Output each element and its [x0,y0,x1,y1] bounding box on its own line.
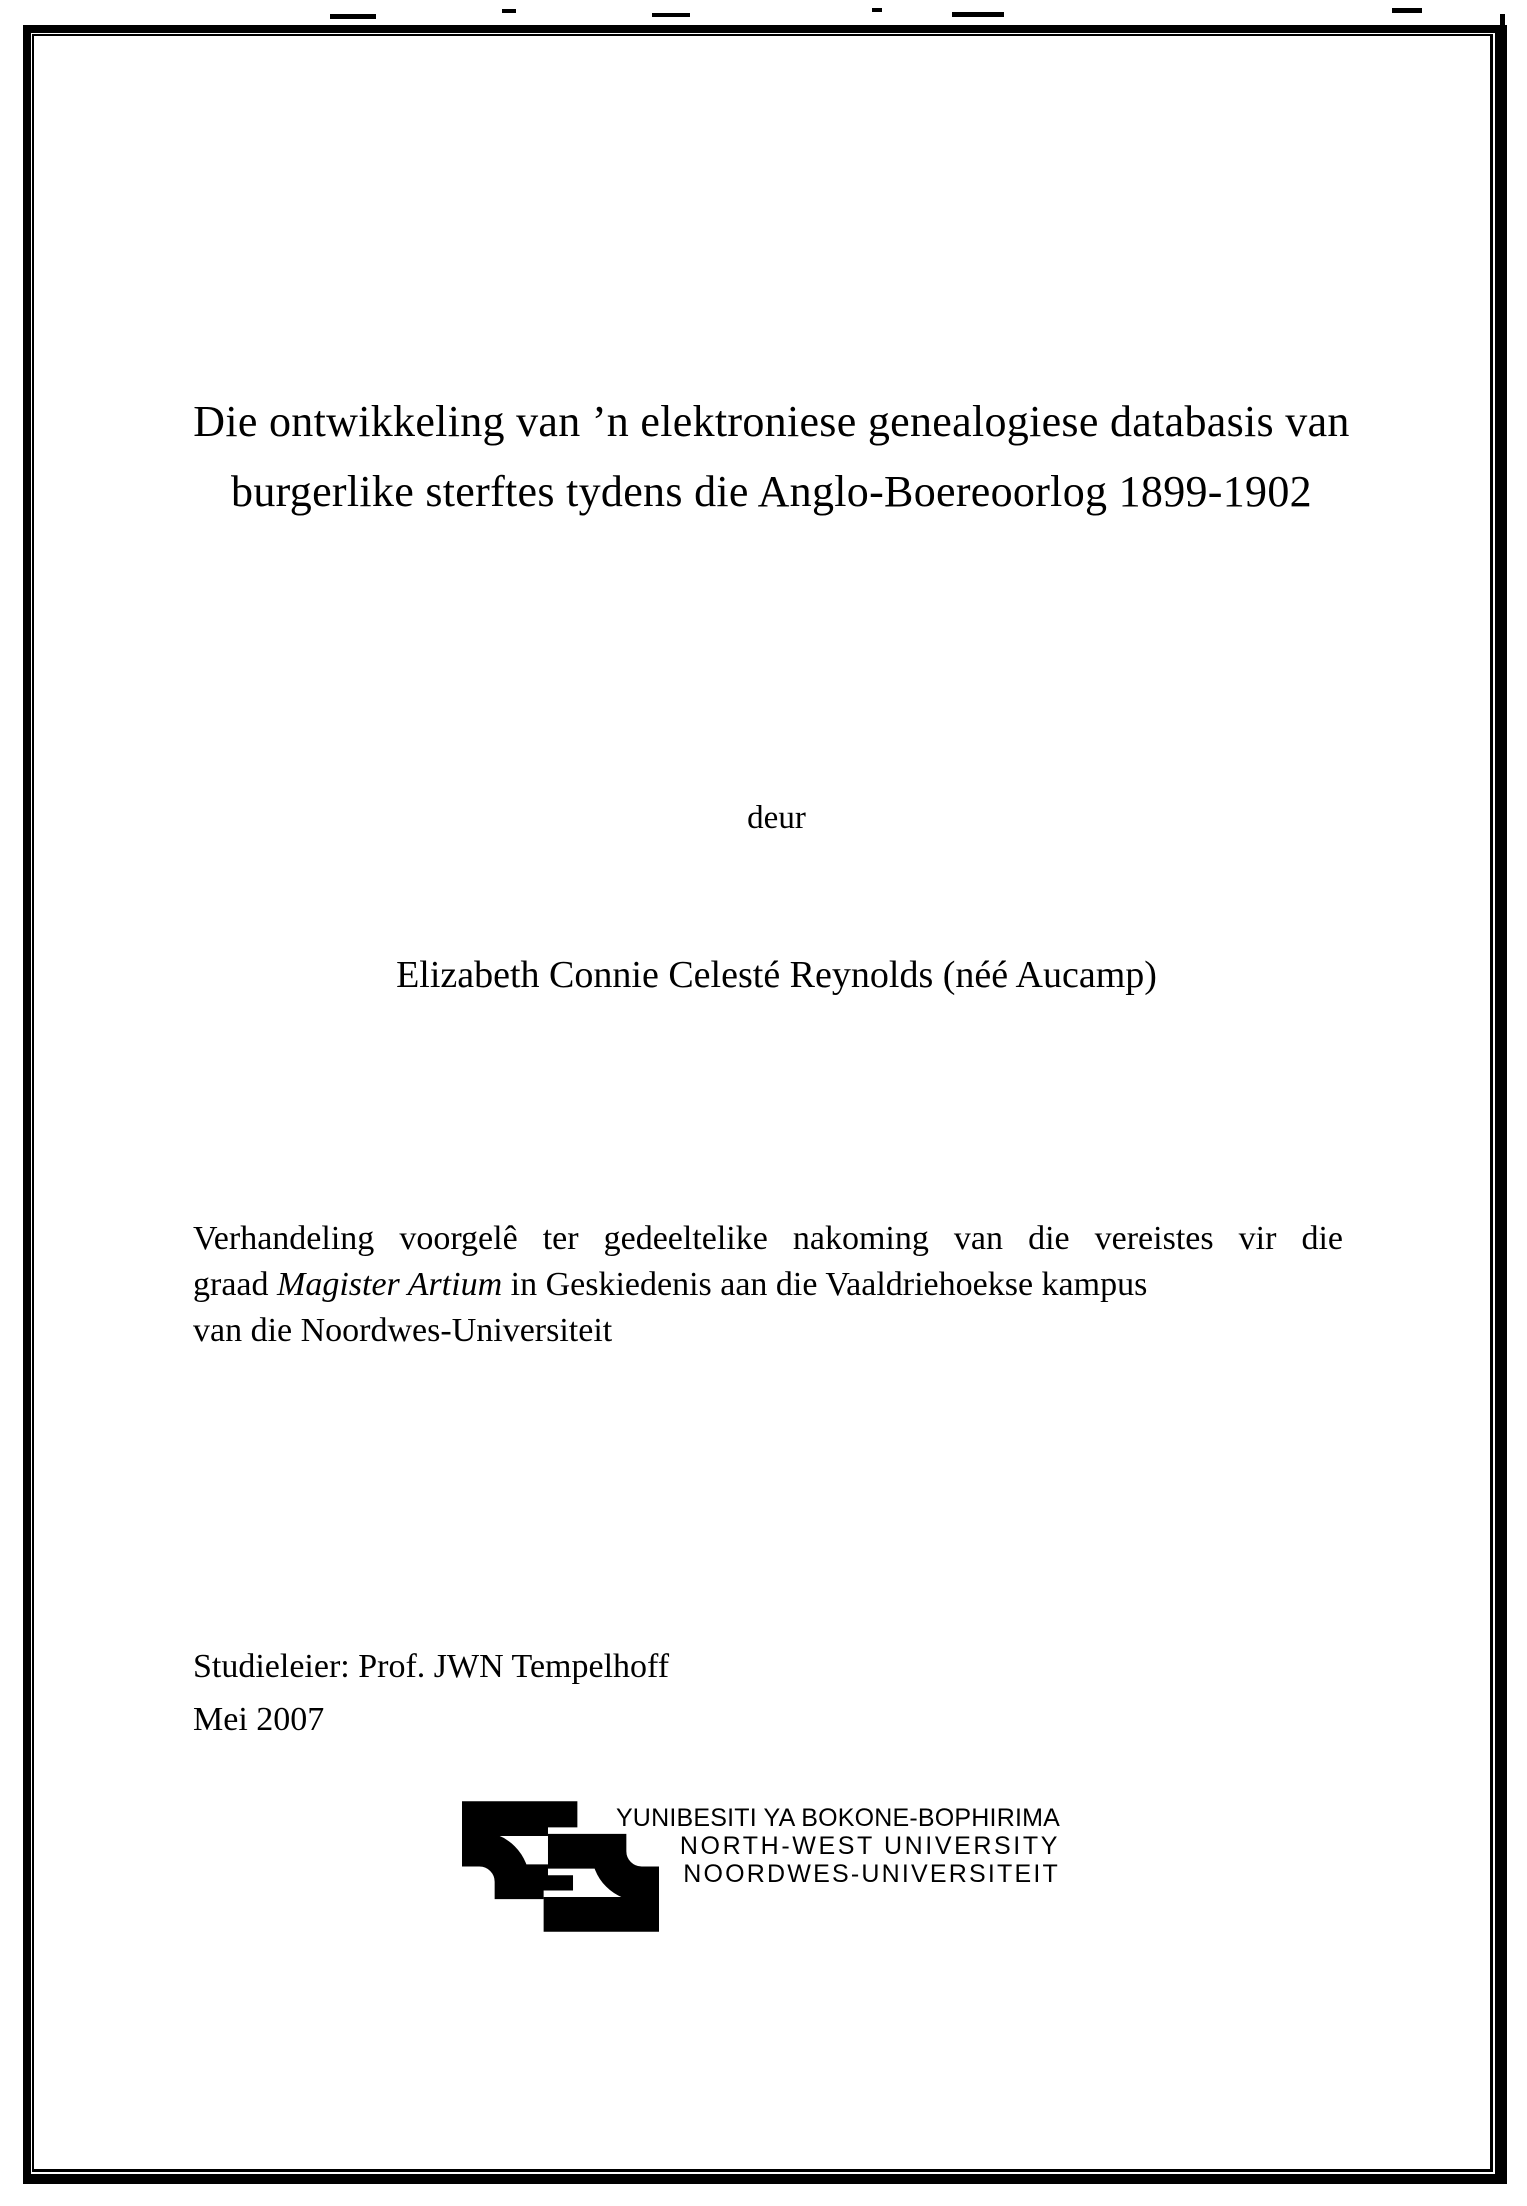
degree-title-italic: Magister Artium [277,1266,503,1303]
byline: deur [747,800,806,836]
logo-text-english: NORTH-WEST UNIVERSITY [679,1832,1060,1860]
supervisor-block [193,1644,669,1743]
degree-line-2-suffix: in Geskiedenis aan die Vaaldriehoekse kampus [502,1266,1148,1303]
degree-line-2-prefix: graad [193,1266,278,1303]
degree-statement [193,1216,1343,1354]
scan-artifact [330,14,376,19]
date-line: Mei 2007 [193,1701,325,1738]
logo-text-setswana: YUNIBESITI YA BOKONE-BOPHIRIMA [615,1804,1060,1832]
thesis-title-line-2: burgerlike sterftes tydens die Anglo-Boereoorlog 1899-1902 [231,467,1312,516]
degree-statement-line-1: Verhandeling voorgelê ter gedeeltelike nakoming van die vereistes vir die [193,1220,1343,1257]
university-logo-text [580,1804,1060,1888]
scan-artifact [502,9,516,13]
thesis-title [31,387,1512,527]
scan-artifact [1392,8,1422,13]
author-name: Elizabeth Connie Celesté Reynolds (néé Aucamp) [396,954,1157,996]
supervisor-line: Studieleier: Prof. JWN Tempelhoff [193,1648,670,1685]
scan-artifact [652,13,690,17]
degree-statement-line-3: van die Noordwes-Universiteit [193,1312,613,1349]
degree-statement-line-2 [193,1262,1343,1308]
thesis-title-line-1: Die ontwikkeling van ’n elektroniese genealogiese databasis van [193,397,1350,446]
scan-artifact [872,8,882,12]
scan-artifact [952,12,1004,17]
logo-text-afrikaans: NOORDWES-UNIVERSITEIT [683,1860,1060,1888]
